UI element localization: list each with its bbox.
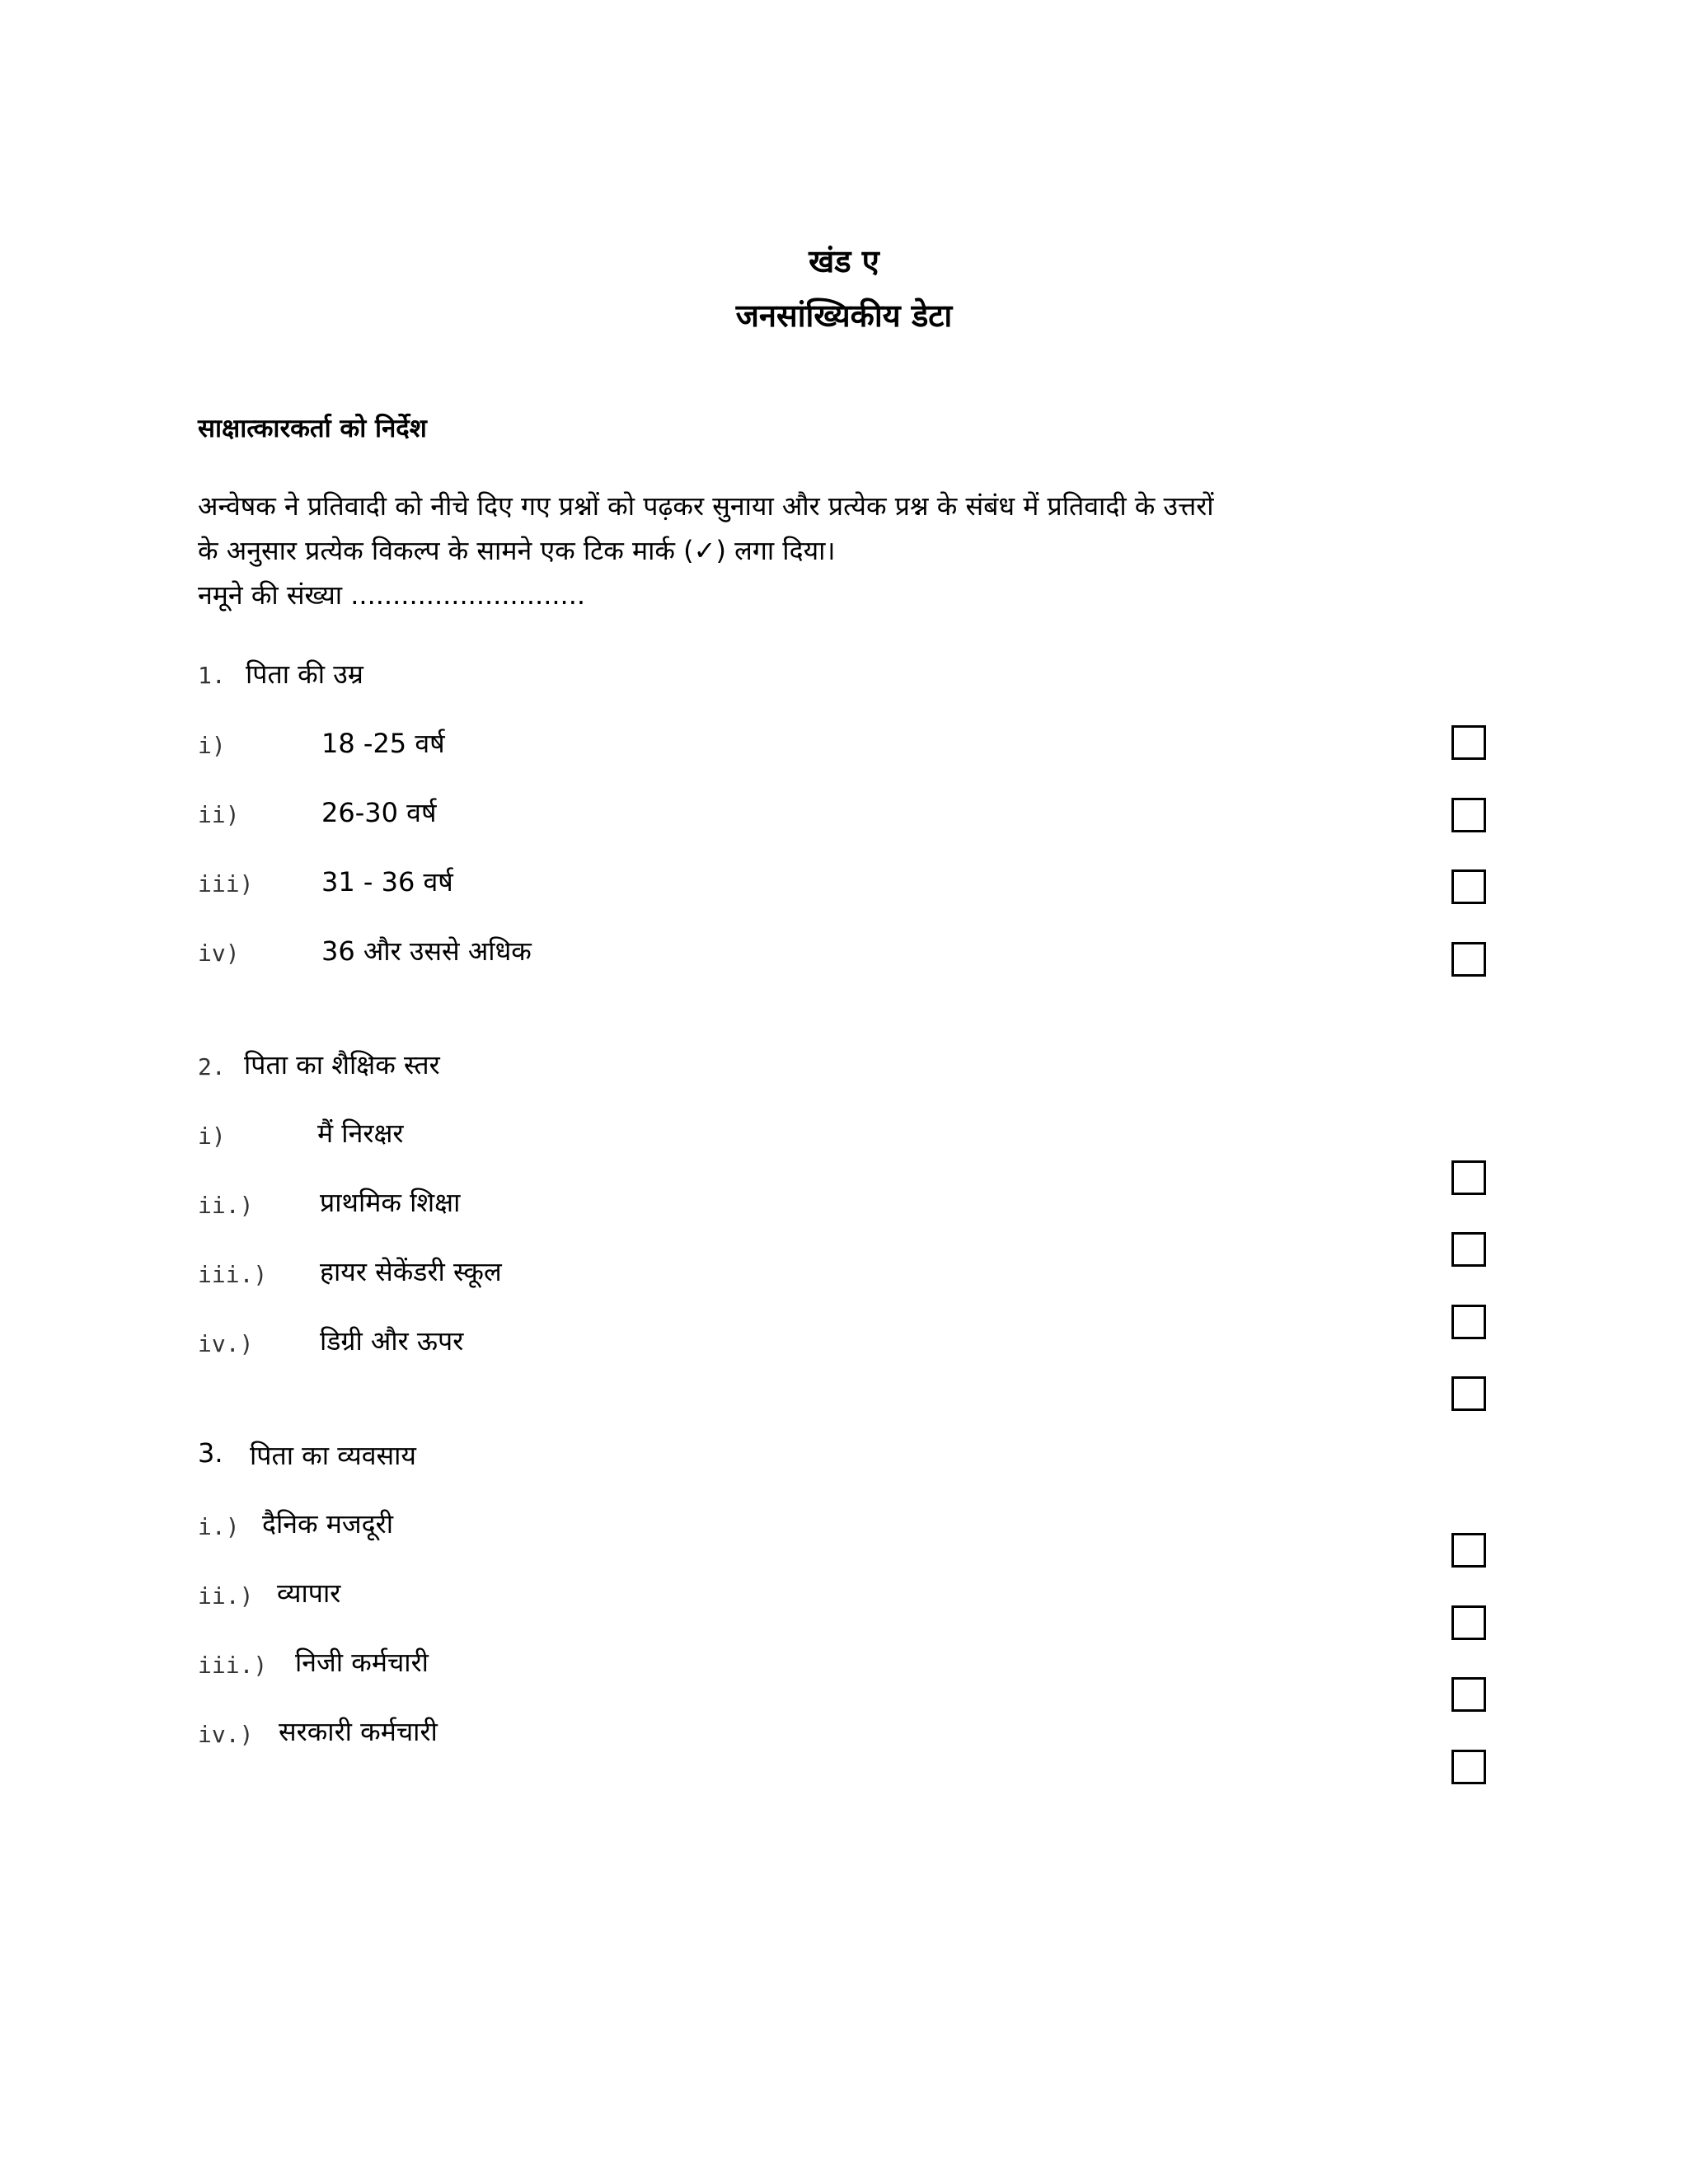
option-number: iv.) xyxy=(198,1721,254,1748)
q1-option-2-checkbox[interactable] xyxy=(1451,798,1486,832)
q1-option-4-checkbox[interactable] xyxy=(1451,942,1486,977)
option-number: i.) xyxy=(198,1513,240,1540)
option-number: iv.) xyxy=(198,1330,254,1357)
q3-option-1-checkbox[interactable] xyxy=(1451,1533,1486,1568)
option-number: i) xyxy=(198,732,226,759)
section-title: खंड ए xyxy=(809,243,879,279)
option-label: सरकारी कर्मचारी xyxy=(279,1716,438,1747)
option-number: iv) xyxy=(198,940,240,967)
question-number: 1. xyxy=(198,662,226,689)
question-number: 2. xyxy=(198,1053,226,1080)
option-label: 36 और उससे अधिक xyxy=(321,935,532,967)
sample-number-label: नमूने की संख्या ............................ xyxy=(198,579,586,611)
question-number: 3. xyxy=(198,1437,223,1469)
q2-option-2-checkbox[interactable] xyxy=(1451,1232,1486,1267)
question-text: पिता का व्यवसाय xyxy=(250,1440,416,1471)
question-text: पिता का शैक्षिक स्तर xyxy=(244,1049,440,1080)
option-number: iii.) xyxy=(198,1652,268,1679)
q2-option-4-checkbox[interactable] xyxy=(1451,1376,1486,1411)
option-label: 26-30 वर्ष xyxy=(321,797,437,828)
option-label: 18 -25 वर्ष xyxy=(321,728,445,759)
q2-option-3-checkbox[interactable] xyxy=(1451,1305,1486,1339)
q1-option-1-checkbox[interactable] xyxy=(1451,725,1486,760)
option-label: हायर सेकेंडरी स्कूल xyxy=(320,1256,502,1287)
q2-option-1-checkbox[interactable] xyxy=(1451,1160,1486,1195)
option-number: iii) xyxy=(198,870,254,898)
option-number: ii) xyxy=(198,801,240,828)
q1-option-3-checkbox[interactable] xyxy=(1451,869,1486,904)
option-number: i) xyxy=(198,1122,226,1150)
option-label: निजी कर्मचारी xyxy=(295,1647,429,1678)
q3-option-3-checkbox[interactable] xyxy=(1451,1677,1486,1712)
option-label: व्यापार xyxy=(277,1577,341,1609)
instructions-line-2: के अनुसार प्रत्येक विकल्प के सामने एक टिक मार्क (✓) लगा दिया। xyxy=(198,535,836,566)
option-number: ii.) xyxy=(198,1192,254,1219)
q3-option-2-checkbox[interactable] xyxy=(1451,1605,1486,1640)
option-label: मैं निरक्षर xyxy=(317,1118,404,1149)
option-label: प्राथमिक शिक्षा xyxy=(320,1187,461,1218)
instructions-heading: साक्षात्कारकर्ता को निर्देश xyxy=(198,414,427,443)
option-label: डिग्री और ऊपर xyxy=(320,1325,464,1357)
question-text: पिता की उम्र xyxy=(246,658,363,690)
q3-option-4-checkbox[interactable] xyxy=(1451,1750,1486,1784)
page-title: जनसांख्यिकीय डेटा xyxy=(735,298,953,334)
option-number: iii.) xyxy=(198,1261,268,1288)
option-label: दैनिक मजदूरी xyxy=(262,1508,394,1540)
option-label: 31 - 36 वर्ष xyxy=(321,866,453,898)
option-number: ii.) xyxy=(198,1582,254,1610)
instructions-line-1: अन्वेषक ने प्रतिवादी को नीचे दिए गए प्रश्नों को पढ़कर सुनाया और प्रत्येक प्रश्न के संबंध में प्रतिवादी के उत्तरों xyxy=(198,490,1214,522)
